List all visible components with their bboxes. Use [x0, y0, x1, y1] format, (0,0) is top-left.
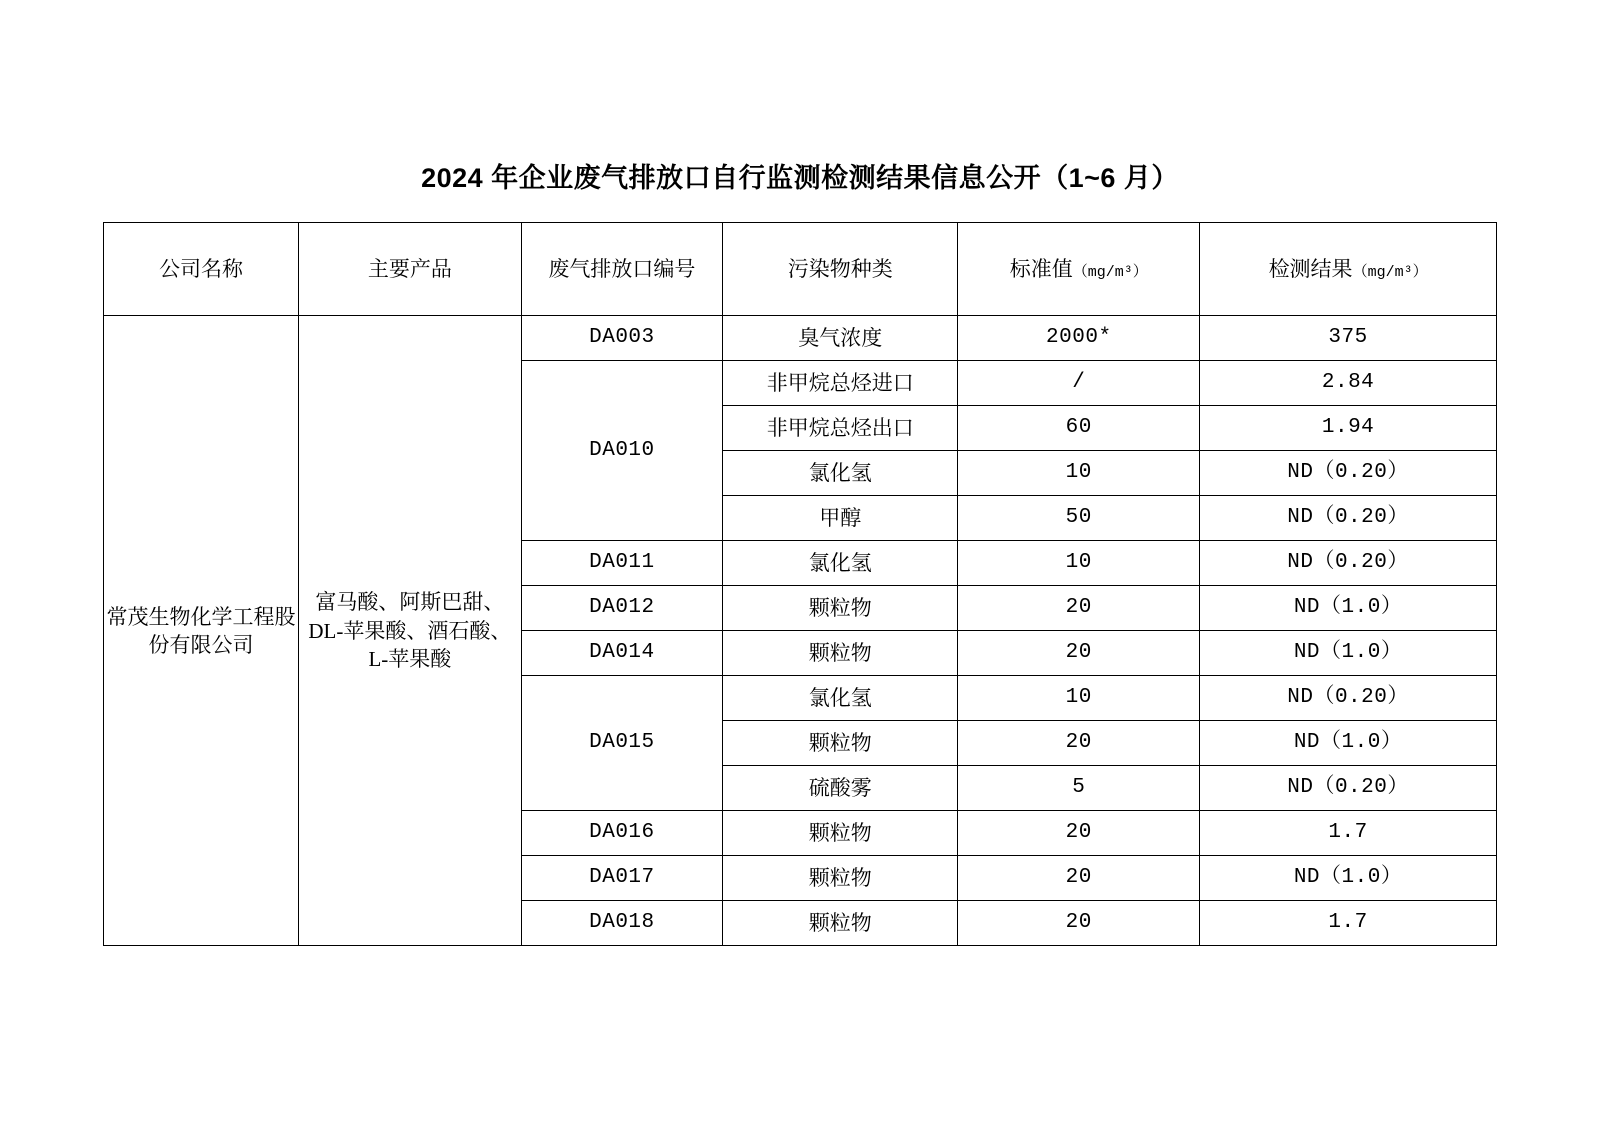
cell-outlet-code: DA014	[521, 631, 722, 676]
cell-pollutant-type: 氯化氢	[723, 676, 958, 721]
header-outlet-code: 废气排放口编号	[521, 223, 722, 316]
cell-outlet-code: DA017	[521, 856, 722, 901]
cell-main-product: 富马酸、阿斯巴甜、DL-苹果酸、酒石酸、L-苹果酸	[299, 316, 522, 946]
header-result-unit: （mg/m³）	[1352, 264, 1428, 282]
cell-standard-value: 5	[958, 766, 1200, 811]
cell-standard-value: 20	[958, 811, 1200, 856]
cell-test-result: ND（0.20）	[1200, 451, 1497, 496]
header-product: 主要产品	[299, 223, 522, 316]
cell-test-result: ND（0.20）	[1200, 541, 1497, 586]
header-row	[104, 223, 1497, 316]
cell-company-name: 常茂生物化学工程股份有限公司	[104, 316, 299, 946]
header-company: 公司名称	[104, 223, 299, 316]
cell-pollutant-type: 颗粒物	[723, 631, 958, 676]
header-standard-value	[958, 223, 1200, 316]
cell-test-result: 2.84	[1200, 361, 1497, 406]
cell-test-result: ND（0.20）	[1200, 496, 1497, 541]
cell-test-result: 1.7	[1200, 811, 1497, 856]
cell-standard-value: 20	[958, 856, 1200, 901]
cell-standard-value: 60	[958, 406, 1200, 451]
table-row	[104, 316, 1497, 361]
cell-standard-value: 2000*	[958, 316, 1200, 361]
cell-standard-value: 10	[958, 451, 1200, 496]
cell-pollutant-type: 颗粒物	[723, 901, 958, 946]
cell-standard-value: 20	[958, 901, 1200, 946]
cell-test-result: 1.94	[1200, 406, 1497, 451]
cell-standard-value: /	[958, 361, 1200, 406]
cell-outlet-code: DA003	[521, 316, 722, 361]
cell-test-result: 375	[1200, 316, 1497, 361]
cell-test-result: ND（1.0）	[1200, 856, 1497, 901]
cell-standard-value: 20	[958, 586, 1200, 631]
header-test-result	[1200, 223, 1497, 316]
emissions-monitoring-table	[103, 222, 1497, 946]
header-standard-label: 标准值	[1009, 257, 1073, 282]
cell-outlet-code: DA011	[521, 541, 722, 586]
cell-pollutant-type: 非甲烷总烃进口	[723, 361, 958, 406]
page-title: 2024 年企业废气排放口自行监测检测结果信息公开（1~6 月）	[421, 163, 1179, 193]
header-result-label: 检测结果	[1268, 257, 1353, 282]
cell-test-result: 1.7	[1200, 901, 1497, 946]
cell-test-result: ND（1.0）	[1200, 586, 1497, 631]
cell-standard-value: 20	[958, 631, 1200, 676]
table-header	[104, 223, 1497, 316]
header-pollutant-type: 污染物种类	[723, 223, 958, 316]
cell-standard-value: 10	[958, 541, 1200, 586]
cell-outlet-code: DA018	[521, 901, 722, 946]
cell-pollutant-type: 氯化氢	[723, 451, 958, 496]
table-body	[104, 316, 1497, 946]
cell-test-result: ND（1.0）	[1200, 721, 1497, 766]
cell-pollutant-type: 颗粒物	[723, 586, 958, 631]
cell-pollutant-type: 颗粒物	[723, 856, 958, 901]
table-container	[0, 222, 1600, 946]
cell-pollutant-type: 硫酸雾	[723, 766, 958, 811]
cell-standard-value: 20	[958, 721, 1200, 766]
cell-standard-value: 10	[958, 676, 1200, 721]
cell-outlet-code: DA016	[521, 811, 722, 856]
cell-test-result: ND（1.0）	[1200, 631, 1497, 676]
cell-pollutant-type: 颗粒物	[723, 721, 958, 766]
cell-outlet-code: DA012	[521, 586, 722, 631]
cell-pollutant-type: 非甲烷总烃出口	[723, 406, 958, 451]
cell-outlet-code: DA010	[521, 361, 722, 541]
cell-pollutant-type: 臭气浓度	[723, 316, 958, 361]
cell-outlet-code: DA015	[521, 676, 722, 811]
cell-pollutant-type: 氯化氢	[723, 541, 958, 586]
cell-pollutant-type: 甲醇	[723, 496, 958, 541]
cell-test-result: ND（0.20）	[1200, 766, 1497, 811]
header-standard-unit: （mg/m³）	[1072, 264, 1148, 282]
cell-test-result: ND（0.20）	[1200, 676, 1497, 721]
cell-pollutant-type: 颗粒物	[723, 811, 958, 856]
cell-standard-value: 50	[958, 496, 1200, 541]
